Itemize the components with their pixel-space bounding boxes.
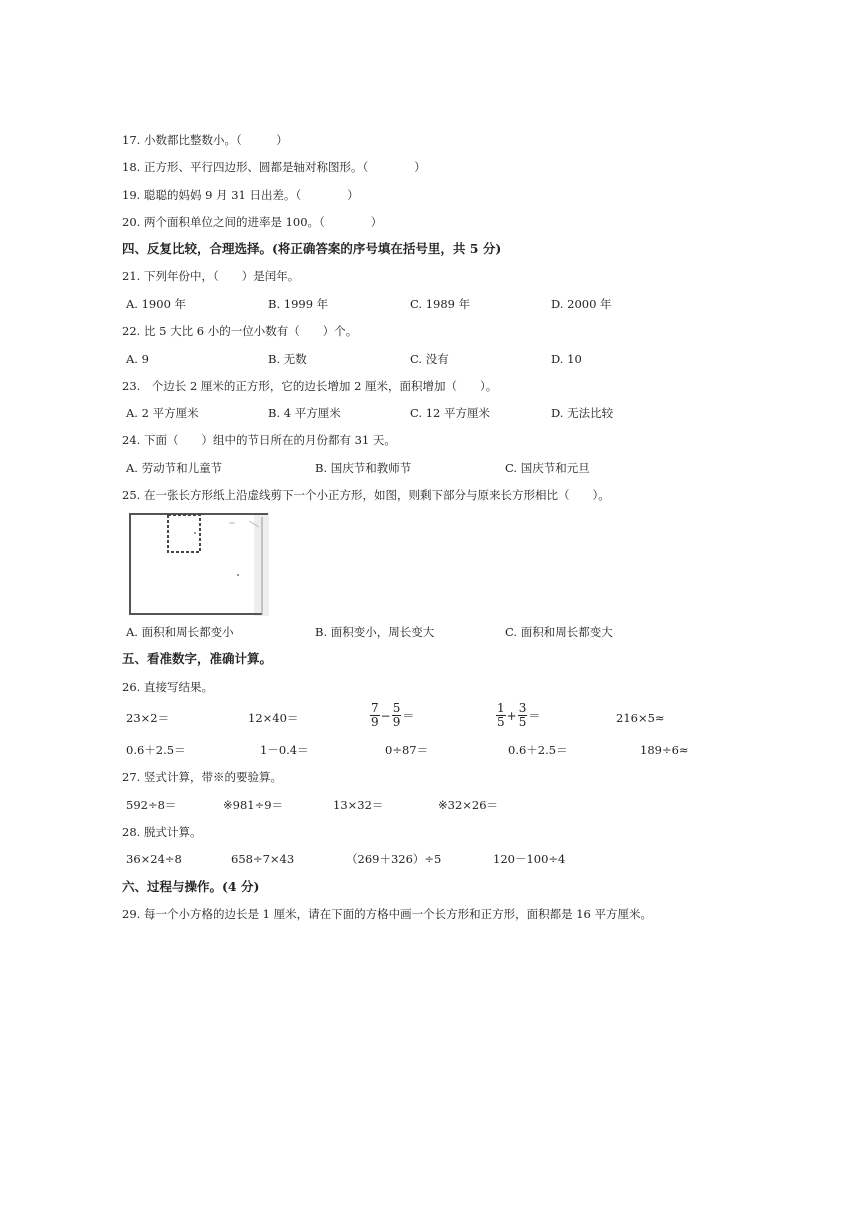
calc-1minus0.4: 1－0.4＝ <box>260 743 309 757</box>
calc-0div87: 0÷87＝ <box>385 743 429 757</box>
q23-option-b: B. 4 平方厘米 <box>268 406 341 420</box>
calc-0.6plus2.5-a: 0.6＋2.5＝ <box>126 743 186 757</box>
q25-option-a: A. 面积和周长都变小 <box>126 625 234 639</box>
question-21: 21. 下列年份中，（ ）是闰年。 <box>122 269 300 283</box>
calc-0.6plus2.5-b: 0.6＋2.5＝ <box>508 743 568 757</box>
q22-option-c: C. 没有 <box>410 352 449 366</box>
section-5-title: 五、看准数字，准确计算。 <box>122 651 273 666</box>
q25-option-b: B. 面积变小，周长变大 <box>315 625 435 639</box>
question-29: 29. 每一个小方格的边长是 1 厘米，请在下面的方格中画一个长方形和正方形，面积都是 16 平方厘米。 <box>122 907 653 921</box>
fraction-expression-2: $\frac{1}{5}$ + $\frac{3}{5}$ ＝ <box>497 701 541 729</box>
question-25: 25. 在一张长方形纸上沿虚线剪下一个小正方形，如图，则剩下部分与原来长方形相比（ ）。 <box>122 488 610 502</box>
fraction-expression-1: $\frac{7}{9}$ − $\frac{5}{9}$ ＝ <box>371 701 415 729</box>
question-17: 17. 小数都比整数小。（ ） <box>122 133 288 147</box>
q21-option-b: B. 1999 年 <box>268 297 329 311</box>
q23-option-d: D. 无法比较 <box>551 406 614 420</box>
step-calc-1: 36×24÷8 <box>126 852 182 866</box>
q23-option-a: A. 2 平方厘米 <box>126 406 199 420</box>
q21-option-d: D. 2000 年 <box>551 297 612 311</box>
question-19: 19. 聪聪的妈妈 9 月 31 日出差。（ ） <box>122 188 359 202</box>
vertical-calc-3: 13×32＝ <box>333 798 384 812</box>
q24-option-a: A. 劳动节和儿童节 <box>126 461 223 475</box>
calc-216x5: 216×5≈ <box>616 711 665 725</box>
section-4-title: 四、反复比较，合理选择。(将正确答案的序号填在括号里，共 5 分) <box>122 241 502 256</box>
step-calc-3: （269＋326）÷5 <box>346 852 442 866</box>
q22-option-b: B. 无数 <box>268 352 307 366</box>
calc-189div6: 189÷6≈ <box>640 743 689 757</box>
vertical-calc-4: ※32×26＝ <box>438 798 499 812</box>
q21-option-a: A. 1900 年 <box>126 297 187 311</box>
section-6-title: 六、过程与操作。(4 分) <box>122 879 260 894</box>
step-calc-4: 120－100÷4 <box>493 852 566 866</box>
vertical-calc-1: 592÷8＝ <box>126 798 177 812</box>
q22-option-d: D. 10 <box>551 352 582 366</box>
q24-option-c: C. 国庆节和元旦 <box>505 461 590 475</box>
question-28: 28. 脱式计算。 <box>122 825 202 839</box>
question-20: 20. 两个面积单位之间的进率是 100。（ ） <box>122 215 383 229</box>
step-calc-2: 658÷7×43 <box>231 852 295 866</box>
question-22: 22. 比 5 大比 6 小的一位小数有（ ）个。 <box>122 324 358 338</box>
q22-option-a: A. 9 <box>126 352 149 366</box>
question-26: 26. 直接写结果。 <box>122 680 213 694</box>
q23-option-c: C. 12 平方厘米 <box>410 406 490 420</box>
rectangle-figure <box>129 513 269 616</box>
vertical-calc-2: ※981÷9＝ <box>223 798 284 812</box>
q21-option-c: C. 1989 年 <box>410 297 471 311</box>
question-27: 27. 竖式计算，带※的要验算。 <box>122 770 282 784</box>
question-18: 18. 正方形、平行四边形、圆都是轴对称图形。（ ） <box>122 160 426 174</box>
calc-12x40: 12×40＝ <box>248 711 299 725</box>
calc-23x2: 23×2＝ <box>126 711 170 725</box>
q24-option-b: B. 国庆节和教师节 <box>315 461 412 475</box>
question-23: 23. 个边长 2 厘米的正方形，它的边长增加 2 厘米，面积增加（ ）。 <box>122 379 498 393</box>
q25-option-c: C. 面积和周长都变大 <box>505 625 613 639</box>
question-24: 24. 下面（ ）组中的节日所在的月份都有 31 天。 <box>122 433 396 447</box>
